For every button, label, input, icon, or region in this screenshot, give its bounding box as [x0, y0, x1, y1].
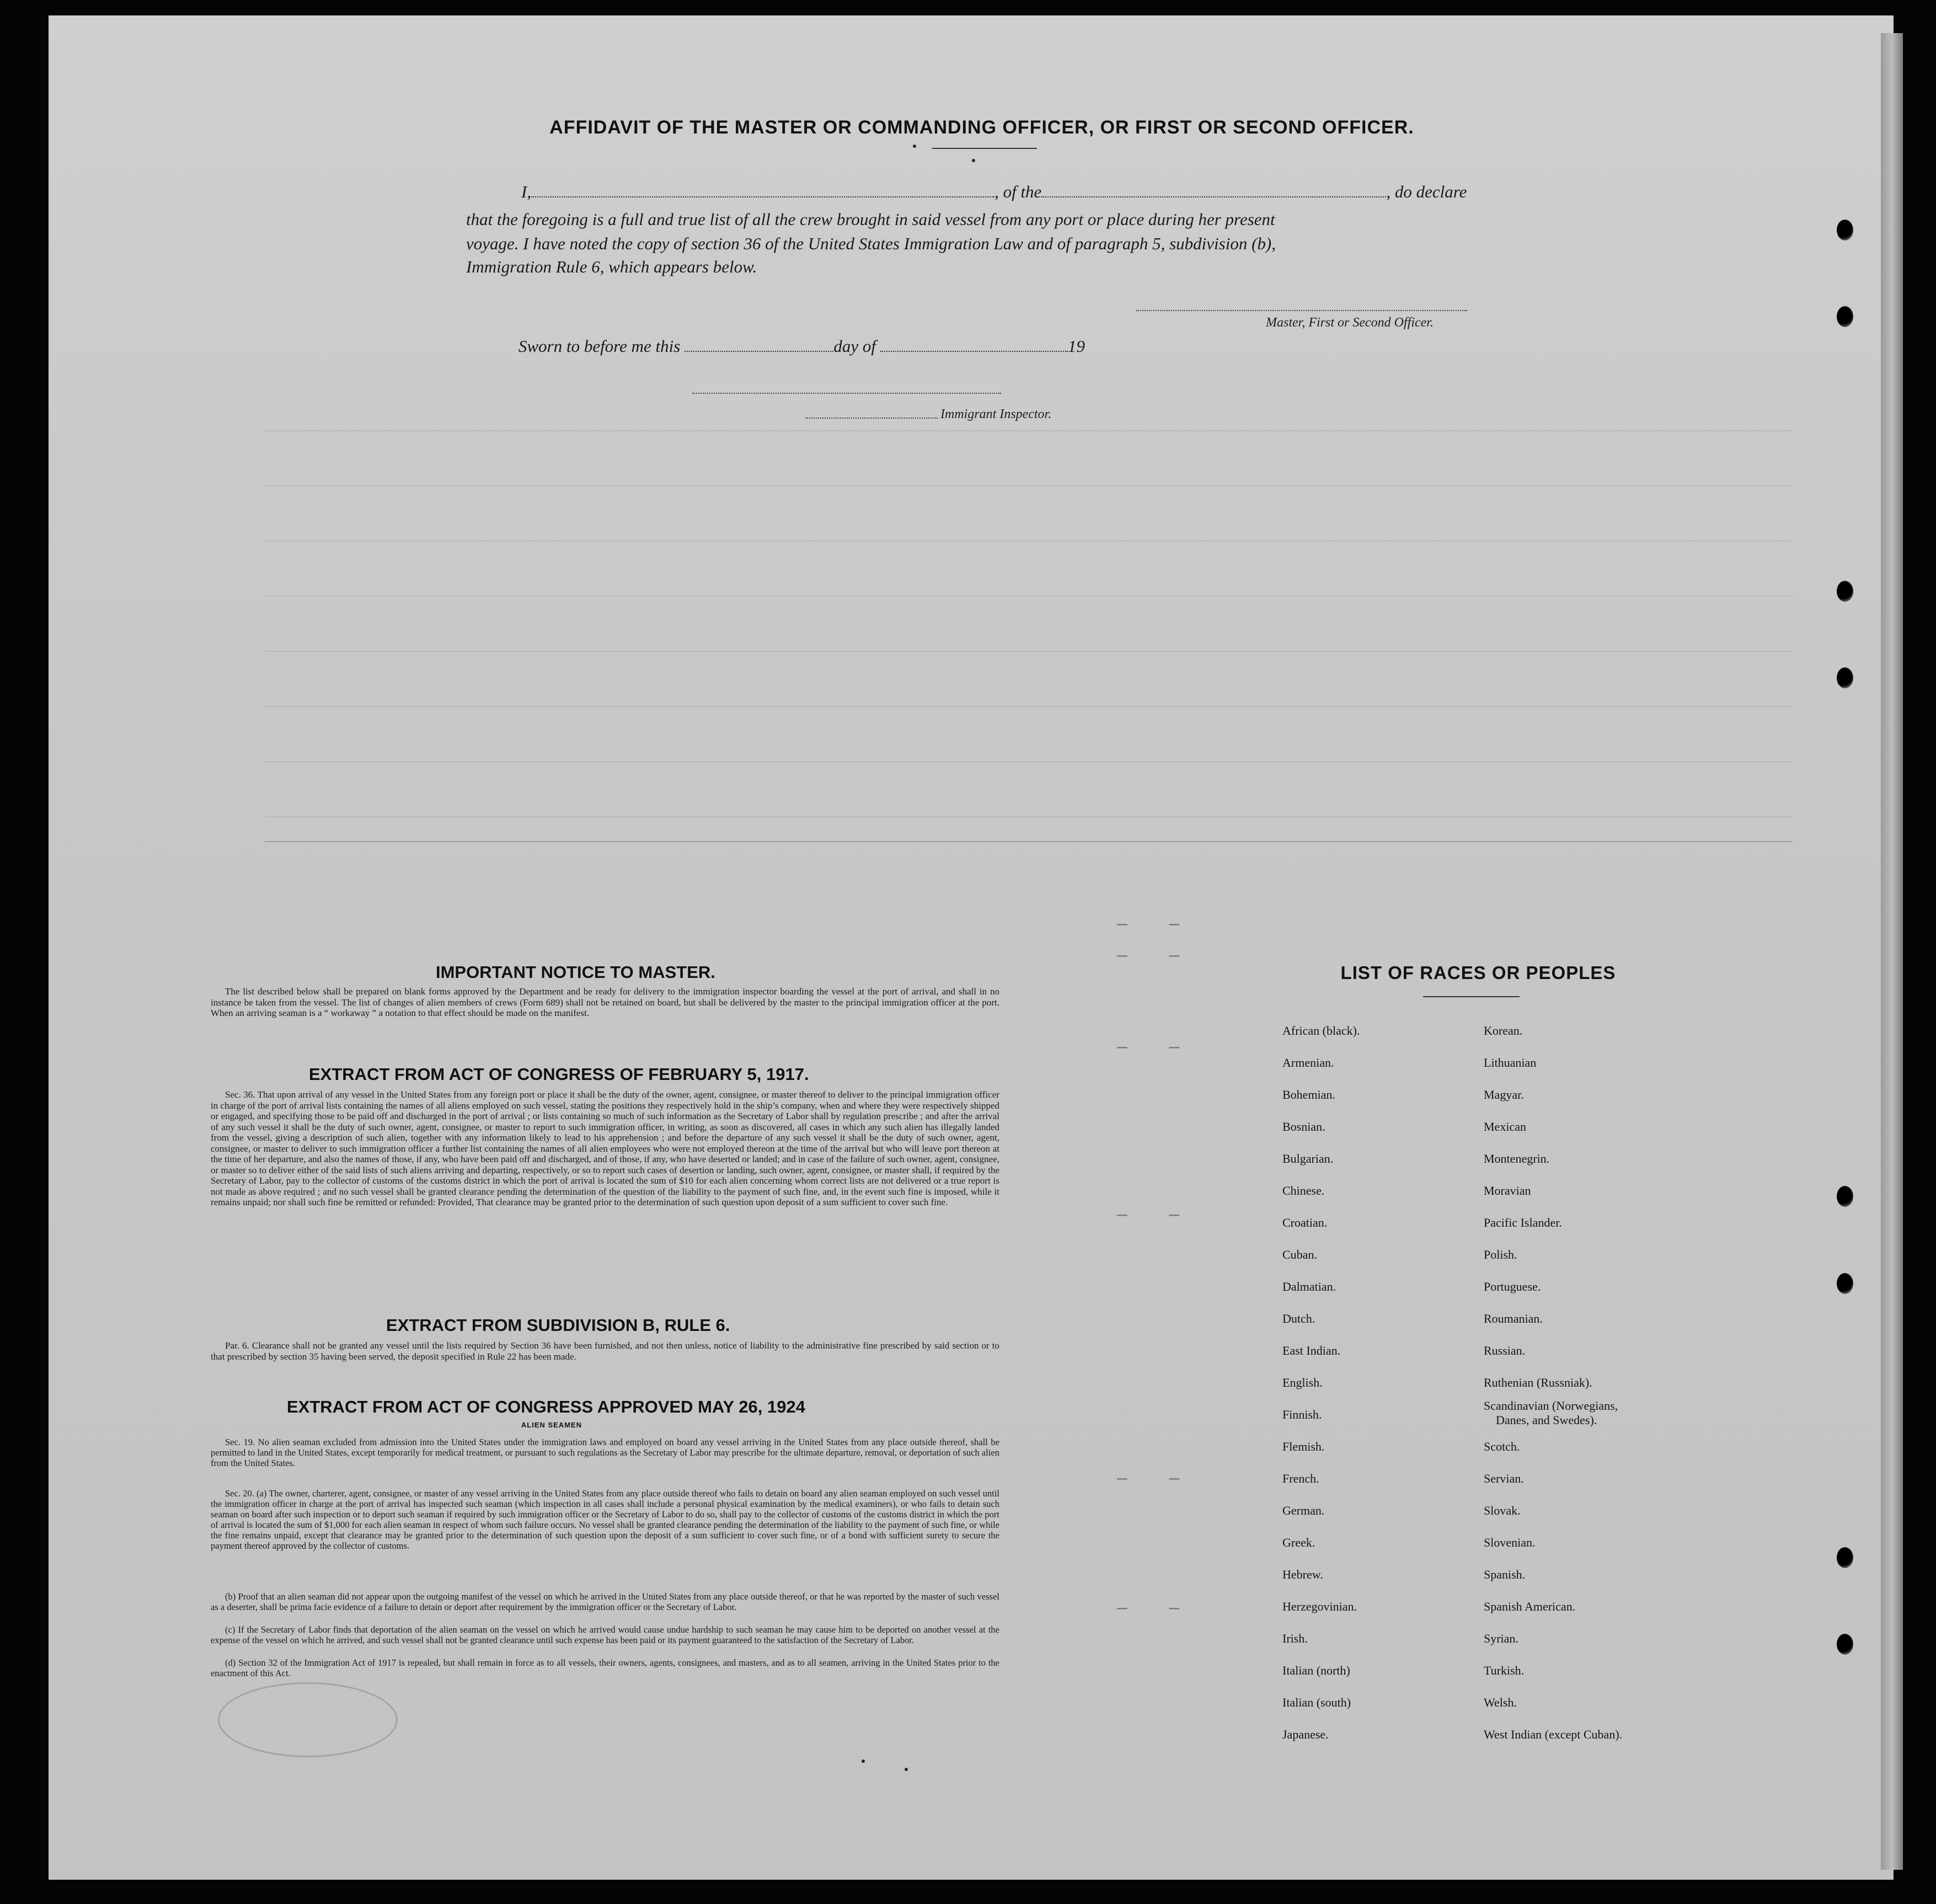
race-item: Armenian.: [1282, 1056, 1334, 1069]
race-item: Roumanian.: [1484, 1312, 1543, 1325]
affidavit-declaration-line: [521, 182, 1467, 202]
name-blank[interactable]: [531, 183, 994, 197]
race-item-line: Scandinavian (Norwegians,: [1484, 1399, 1618, 1413]
race-item: Slovenian.: [1484, 1536, 1536, 1549]
race-item: Korean.: [1484, 1024, 1523, 1037]
faded-stamp: [218, 1682, 398, 1757]
ink-speck: [972, 159, 975, 162]
binder-hole: [1837, 220, 1853, 240]
binder-hole: [1837, 1634, 1853, 1655]
act-1924-subheading: ALIEN SEAMEN: [521, 1421, 582, 1429]
subdivision-b-text: Par. 6. Clearance shall not be granted any vessel until the lists required by Section 36 have been furnished, and not then unless, notice of liability to the administrative fine prescribed by said section or to that prescribed by section 35 having been served, the deposit specified in Rule 22 has been made.: [211, 1340, 999, 1362]
bleed-through-line: [265, 485, 1793, 486]
race-item: Dutch.: [1282, 1312, 1315, 1325]
race-item: Pacific Islander.: [1484, 1216, 1562, 1229]
page-stack-edge: [1881, 33, 1903, 1870]
race-item: English.: [1282, 1376, 1323, 1389]
race-item: Herzegovinian.: [1282, 1600, 1357, 1613]
bleed-through-mark: – –: [1117, 913, 1180, 934]
binder-hole: [1837, 581, 1853, 602]
act-1924-sec20c: (c) If the Secretary of Labor finds that deportation of the alien seaman on the vessel on which he arrived would cause undue hardship to such seaman he may cause him to be deported on another vessel at the expense of the vessel on which he arrived, and such vessel shall not be granted clearance until such expense has been paid or its payment guaranteed to the satisfaction of the Secretary of Labor.: [211, 1624, 999, 1645]
inspector-caption: Immigrant Inspector.: [940, 407, 1052, 421]
subdivision-b-heading: EXTRACT FROM SUBDIVISION B, RULE 6.: [386, 1315, 730, 1335]
affidavit-of-the-label: , of the: [994, 182, 1042, 201]
notice-text: The list described below shall be prepared on blank forms approved by the Department and be ready for delivery to the immigration inspector boarding the vessel at the port of arrival, and shall in no instance be taken from the vessel. The list of changes of alien members of crews (Form 689) shall not be retained on board, but shall be delivered by the master to the principal immigration officer at the port. When an arriving seaman is a “ workaway ” a notation to that effect should be made on the manifest.: [211, 986, 999, 1018]
title-rule: [932, 148, 1037, 149]
race-item: Servian.: [1484, 1472, 1524, 1485]
affidavit-i-label: I,: [521, 182, 532, 201]
bleed-through-line: [265, 596, 1793, 597]
master-signature-caption: Master, First or Second Officer.: [1266, 315, 1434, 330]
race-item: Flemish.: [1282, 1440, 1325, 1453]
race-item: Bohemian.: [1282, 1088, 1335, 1101]
sworn-day-of: day of: [833, 336, 876, 356]
race-item: Greek.: [1282, 1536, 1315, 1549]
race-item: Italian (south): [1282, 1696, 1351, 1709]
races-heading: LIST OF RACES OR PEOPLES: [1340, 962, 1616, 983]
ink-speck: [862, 1759, 865, 1763]
binder-hole: [1837, 306, 1853, 327]
race-item: Spanish.: [1484, 1568, 1526, 1581]
act-1924-sec19: Sec. 19. No alien seaman excluded from admission into the United States under the immigration laws and employed on board any vessel arriving in the United States from any place outside thereof, shall be permitted to land in the United States, except temporarily for medical treatment, or pursuant to such regulations as the Secretary of Labor may prescribe for the ultimate departure, removal, or deportation of such alien from the United States.: [211, 1437, 999, 1468]
ink-speck: [913, 145, 916, 148]
bleed-through-mark: – –: [1117, 944, 1180, 965]
master-signature-line[interactable]: [1136, 310, 1467, 311]
sworn-year: 19: [1067, 336, 1085, 356]
act-1917-text: Sec. 36. That upon arrival of any vessel in the United States from any foreign port or place it shall be the duty of the owner, agent, consignee, or master thereof to deliver to the principal immigration officer in charge of the port of arrival lists containing the names of all aliens employed on such vessel, stating the positions they respectively hold in the ship’s company, when and where they were respectively shipped or engaged, and specifying those to be paid off and discharged in the port of arrival ; or lists containing so much of such information as the Secretary of Labor shall by regulation prescribe ; and after the arrival of any such vessel it shall be the duty of such owner, agent, consignee, or master to report to such immigration officer, in writing, as soon as discovered, all cases in which any such alien has illegally landed from the vessel, giving a description of such alien, together with any information likely to lead to his apprehension ; and before the departure of any such vessel it shall be the duty of such owner, agent, consignee, or master to deliver to such immigration officer a further list containing the names of all alien employees who were not employed thereon at the time of the arrival but who will leave port thereon at the time of her departure, and also the names of those, if any, who have been paid off and discharged, and of those, if any, who have deserted or landed; and in case of the failure of such owner, agent, consignee, or master so to deliver either of the said lists of such aliens arriving and departing, respectively, or so to report such cases of desertion or landing, such owner, agent, consignee, or master shall, if required by the Secretary of Labor, pay to the collector of customs of the customs district in which the port of arrival is located the sum of $10 for each alien concerning whom correct lists are not delivered or a true report is not made as above required ; and no such vessel shall be granted clearance pending the determination of the question of the liability to the payment of such fine, and, in the event such fine is imposed, while it remains unpaid; nor shall such fine be remitted or refunded: Provided, That clearance may be granted prior to the determination of such question upon deposit of a sum sufficient to cover such fine.: [211, 1089, 999, 1207]
race-item: Portuguese.: [1484, 1280, 1541, 1293]
bleed-through-mark: – –: [1117, 1597, 1180, 1618]
race-item: Bulgarian.: [1282, 1152, 1334, 1165]
binder-hole: [1837, 667, 1853, 688]
binder-hole: [1837, 1547, 1853, 1568]
affidavit-title: AFFIDAVIT OF THE MASTER OR COMMANDING OFFICER, OR FIRST OR SECOND OFFICER.: [549, 117, 1414, 138]
race-item: Slovak.: [1484, 1504, 1521, 1517]
bleed-through-line: [265, 651, 1793, 652]
bleed-through-line: [265, 841, 1793, 842]
race-item: Italian (north): [1282, 1664, 1350, 1677]
binder-hole: [1837, 1273, 1853, 1294]
inspector-signature-line-2: [805, 418, 938, 419]
race-item: Croatian.: [1282, 1216, 1328, 1229]
bleed-through-mark: – –: [1117, 1036, 1180, 1057]
races-right-column: [1484, 1015, 1622, 1751]
race-item: Welsh.: [1484, 1696, 1517, 1709]
sworn-month-blank[interactable]: [880, 338, 1068, 352]
race-item: Scotch.: [1484, 1440, 1520, 1453]
race-item: Russian.: [1484, 1344, 1526, 1357]
ink-speck: [905, 1768, 908, 1771]
race-item: Polish.: [1484, 1248, 1517, 1261]
affidavit-body-line-2: voyage. I have noted the copy of section 36 of the United States Immigration Law and of paragraph 5, subdivision (b),: [466, 234, 1276, 253]
sworn-line: [518, 336, 1085, 356]
race-item: Lithuanian: [1484, 1056, 1537, 1069]
sworn-day-blank[interactable]: [684, 338, 833, 352]
race-item: Montenegrin.: [1484, 1152, 1550, 1165]
bleed-through-line: [265, 430, 1793, 431]
race-item: French.: [1282, 1472, 1319, 1485]
bleed-through-mark: – –: [1117, 1204, 1180, 1224]
race-item: Chinese.: [1282, 1184, 1325, 1197]
affidavit-declare-label: , do declare: [1386, 182, 1467, 201]
race-item: Dalmatian.: [1282, 1280, 1336, 1293]
bleed-through-line: [265, 706, 1793, 707]
bleed-through-line: [265, 541, 1793, 542]
inspector-signature-line[interactable]: [692, 393, 1001, 394]
race-item: Syrian.: [1484, 1632, 1518, 1645]
race-item: German.: [1282, 1504, 1325, 1517]
act-1924-sec20b: (b) Proof that an alien seaman did not appear upon the outgoing manifest of the vessel on which he arrived in the United States from any place outside thereof, or that he was reported by the master of such vessel as a deserter, shall be prima facie evidence of a failure to detain or deport after requirement by the immigration officer or the Secretary of Labor.: [211, 1591, 999, 1612]
affidavit-body-line-1: that the foregoing is a full and true list of all the crew brought in said vessel from any port or place during her present: [466, 210, 1275, 229]
notice-heading: IMPORTANT NOTICE TO MASTER.: [436, 962, 715, 982]
binder-hole: [1837, 1186, 1853, 1207]
races-left-column: [1282, 1015, 1360, 1751]
race-item-line: Danes, and Swedes).: [1496, 1413, 1597, 1427]
race-item: [1484, 1399, 1622, 1431]
race-item: Spanish American.: [1484, 1600, 1576, 1613]
race-item: Irish.: [1282, 1632, 1308, 1645]
race-item: West Indian (except Cuban).: [1484, 1727, 1623, 1741]
race-item: Cuban.: [1282, 1248, 1317, 1261]
bleed-through-line: [265, 761, 1793, 762]
race-item: Moravian: [1484, 1184, 1531, 1197]
race-item: Magyar.: [1484, 1088, 1524, 1101]
race-item: Ruthenian (Russniak).: [1484, 1376, 1592, 1389]
races-heading-rule: [1423, 996, 1520, 997]
bleed-through-mark: – –: [1117, 1467, 1180, 1488]
bleed-through-line: [265, 816, 1793, 817]
vessel-blank[interactable]: [1041, 183, 1386, 197]
act-1924-sec20d: (d) Section 32 of the Immigration Act of 1917 is repealed, but shall remain in force as to all vessels, their owners, agents, consignees, and masters, and as to all seamen, arriving in the United States prior to the enactment of this Act.: [211, 1657, 999, 1678]
act-1924-heading: EXTRACT FROM ACT OF CONGRESS APPROVED MAY 26, 1924: [287, 1397, 805, 1416]
race-item: Hebrew.: [1282, 1568, 1323, 1581]
race-item: East Indian.: [1282, 1344, 1341, 1357]
act-1924-sec20a: Sec. 20. (a) The owner, charterer, agent, consignee, or master of any vessel arriving in the United States from any place outside thereof who fails to detain on board any alien seaman employed on such vessel until the immigration officer in charge at the port of arrival has inspected such seaman (which inspection in all cases shall include a personal physical examination by the medical examiners), or who fails to detain such seaman on board after such inspection or to deport such seaman if required by such immigration officer or the Secretary of Labor to do so, shall pay to the collector of customs of the customs district in which the port of arrival is located the sum of $1,000 for each alien seaman in respect of whom such failure occurs. No vessel shall be granted clearance pending the determination of the liability to the payment of such fine, or while the fine remains unpaid, except that clearance may be granted prior to the determination of such question upon the deposit of a sum sufficient to cover such fine, or of a bond with sufficient surety to secure the payment thereof approved by the collector of customs.: [211, 1488, 999, 1551]
race-item: Finnish.: [1282, 1408, 1322, 1421]
race-item: Japanese.: [1282, 1727, 1329, 1741]
race-item: African (black).: [1282, 1024, 1360, 1037]
affidavit-body-line-3: Immigration Rule 6, which appears below.: [466, 257, 757, 276]
act-1917-heading: EXTRACT FROM ACT OF CONGRESS OF FEBRUARY 5, 1917.: [309, 1065, 809, 1084]
race-item: Turkish.: [1484, 1664, 1525, 1677]
race-item: Mexican: [1484, 1120, 1526, 1133]
race-item: Bosnian.: [1282, 1120, 1325, 1133]
sworn-prefix: Sworn to before me this: [518, 336, 681, 356]
